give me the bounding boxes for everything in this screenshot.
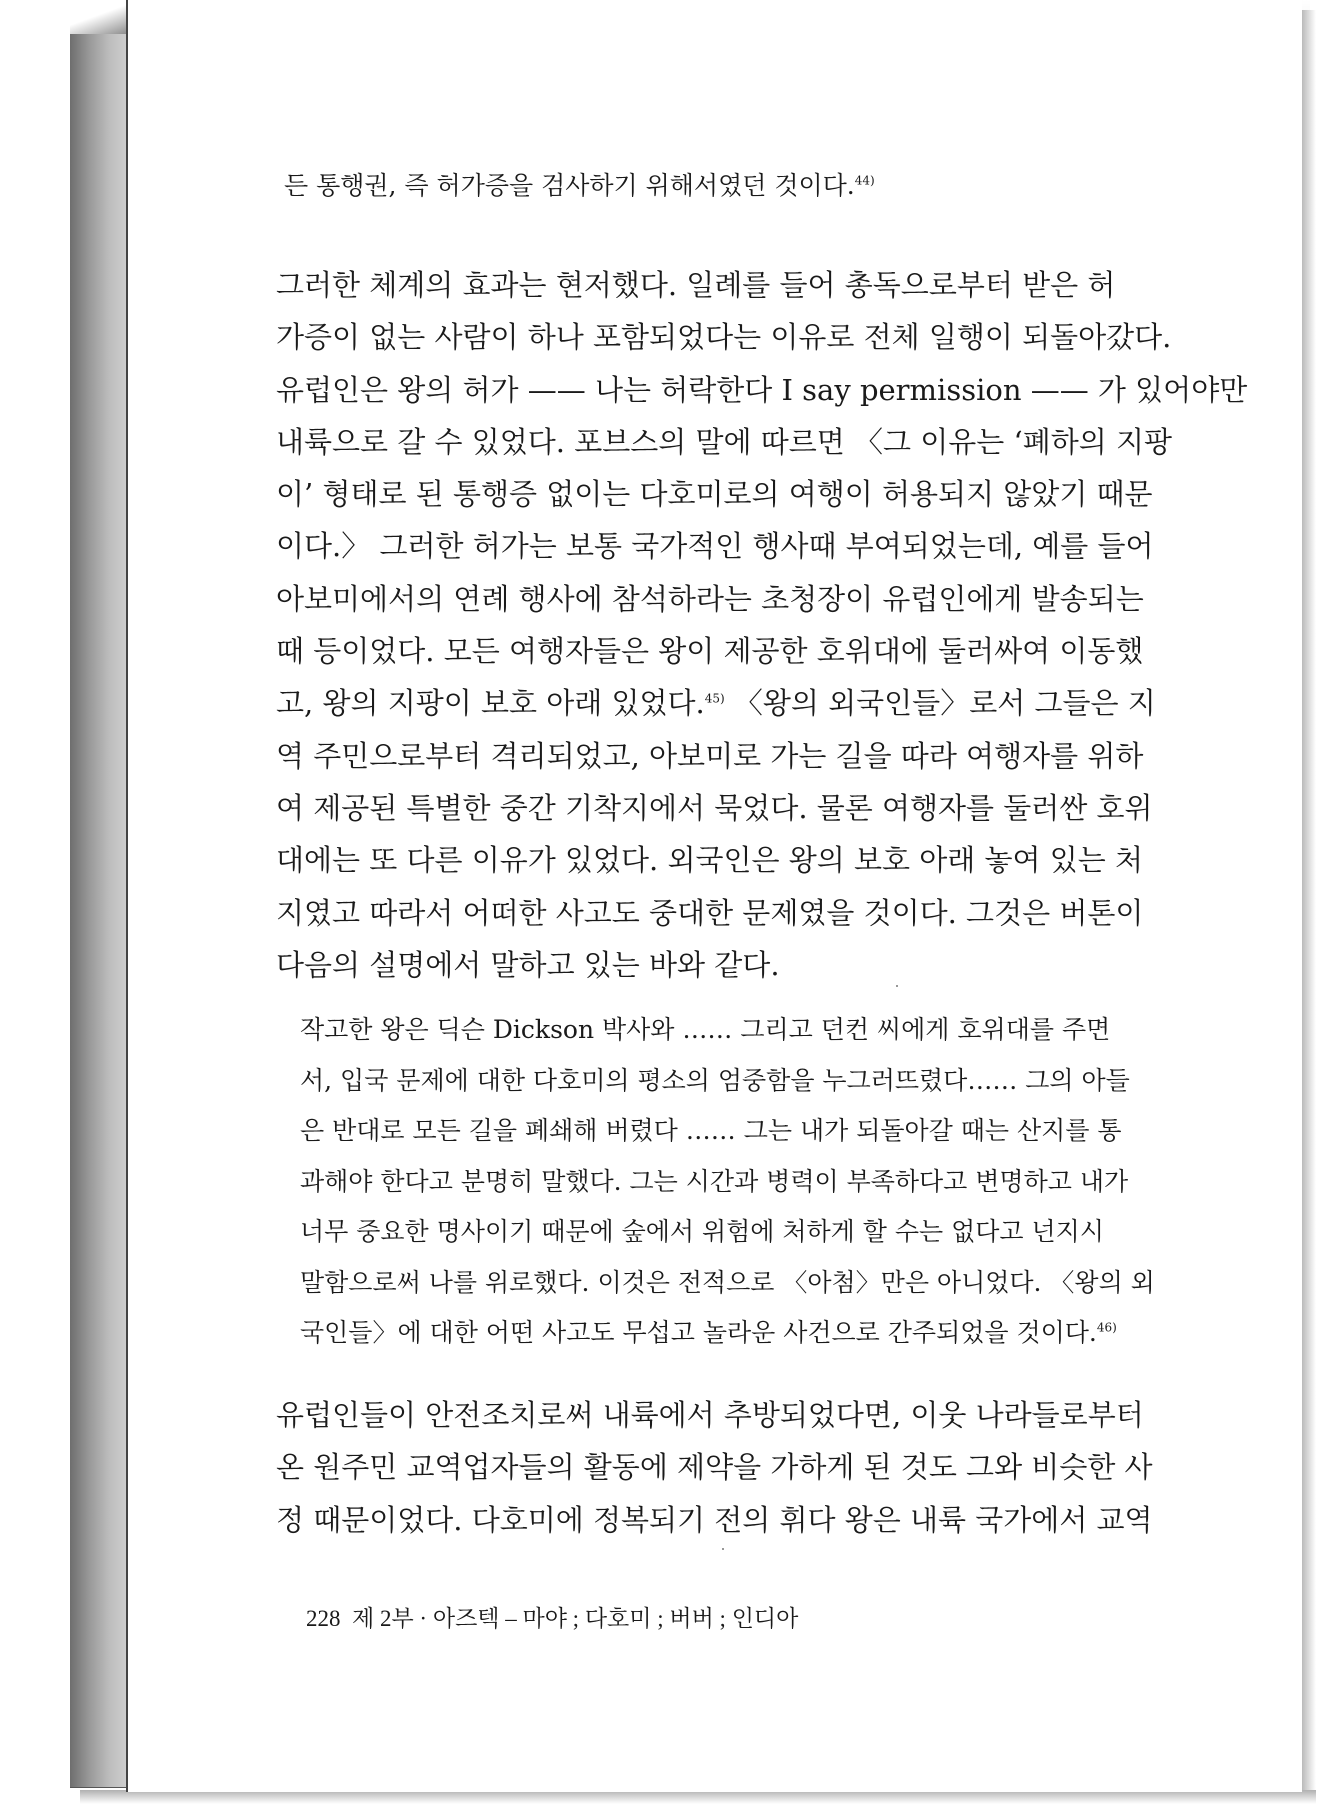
paragraph-line: 이다.〉 그러한 허가는 보통 국가적인 행사때 부여되었는데, 예를 들어 — [276, 529, 1154, 564]
quote-line: 말함으로써 나를 위로했다. 이것은 전적으로 〈아첨〉만은 아니었다. 〈왕의 외 — [300, 1267, 1155, 1297]
paragraph-1 — [276, 259, 1248, 991]
paragraph-line: 내륙으로 갈 수 있었다. 포브스의 말에 따르면 〈그 이유는 ‘폐하의 지팡 — [276, 424, 1172, 459]
block-quote — [300, 1005, 1190, 1359]
paragraph-line-tail: 〈왕의 외국인들〉로서 그들은 지 — [733, 686, 1156, 721]
paragraph-3 — [276, 1389, 1186, 1546]
paragraph-line: 그러한 체계의 효과는 현저했다. 일례를 들어 총독으로부터 받은 허 — [276, 268, 1116, 302]
quote-line: 너무 중요한 명사이기 때문에 숲에서 위험에 처하게 할 수는 없다고 넌지시 — [300, 1217, 1104, 1246]
quote-line: 서, 입국 문제에 대한 다호미의 평소의 엄중함을 누그러뜨렸다…… 그의 아들 — [300, 1065, 1130, 1095]
scan-speck — [722, 1548, 724, 1550]
continued-line-text: 든 통행권, 즉 허가증을 검사하기 위해서였던 것이다. — [284, 171, 855, 200]
footnote-ref-45: 45) — [704, 691, 725, 706]
spine-corner-shade — [70, 0, 130, 34]
paragraph-line-head: 고, 왕의 지팡이 보호 아래 있었다. — [276, 686, 705, 721]
quote-line — [300, 1308, 1190, 1359]
quote-line-text: 국인들〉에 대한 어떤 사고도 무섭고 놀라운 사건으로 간주되었을 것이다. — [300, 1318, 1097, 1347]
running-head: 제 2부 · 아즈텍 – 마야 ; 다호미 ; 버버 ; 인디아 — [352, 1606, 799, 1631]
paragraph-line — [276, 677, 1186, 729]
page-footer — [306, 1604, 798, 1634]
scan-speck — [896, 985, 898, 987]
paragraph-line: 온 원주민 교역업자들의 활동에 제약을 가하게 된 것도 그와 비슷한 사 — [276, 1450, 1153, 1485]
page-shadow-right — [1300, 10, 1316, 1796]
paragraph-line: 아보미에서의 연례 행사에 참석하라는 초청장이 유럽인에게 발송되는 — [276, 581, 1144, 616]
paragraph-line: 대에는 또 다른 이유가 있었다. 외국인은 왕의 보호 아래 놓여 있는 처 — [276, 843, 1143, 878]
quote-line: 은 반대로 모든 길을 폐쇄해 버렸다 …… 그는 내가 되돌아갈 때는 산지를 통 — [300, 1116, 1122, 1145]
paragraph-line: 때 등이었다. 모든 여행자들은 왕이 제공한 호위대에 둘러싸여 이동했 — [276, 634, 1144, 669]
paragraph-line: 가증이 없는 사람이 하나 포함되었다는 이유로 전체 일행이 되돌아갔다. — [276, 320, 1172, 355]
paragraph-line: 여 제공된 특별한 중간 기착지에서 묵었다. 물론 여행자를 둘러싼 호위 — [276, 790, 1153, 825]
paragraph-line: 유럽인은 왕의 허가 —— 나는 허락한다 I say permission —— 가 있어야만 — [276, 372, 1248, 407]
page-shadow-bottom — [80, 1790, 1316, 1804]
quote-line: 과해야 한다고 분명히 말했다. 그는 시간과 병력이 부족하다고 변명하고 내가 — [300, 1166, 1129, 1196]
continued-line — [284, 160, 1214, 212]
footnote-ref-46: 46) — [1096, 1320, 1117, 1335]
paragraph-line: 정 때문이었다. 다호미에 정복되기 전의 휘다 왕은 내륙 국가에서 교역 — [276, 1502, 1153, 1537]
paragraph-line: 유럽인들이 안전조치로써 내륙에서 추방되었다면, 이웃 나라들로부터 — [276, 1398, 1144, 1432]
page-number: 228 — [306, 1606, 341, 1631]
quote-line: 작고한 왕은 딕슨 Dickson 박사와 …… 그리고 던컨 씨에게 호위대를 주면 — [300, 1015, 1111, 1044]
paragraph-line: 이’ 형태로 된 통행증 없이는 다호미로의 여행이 허용되지 않았기 때문 — [276, 477, 1153, 512]
paragraph-line: 지였고 따라서 어떠한 사고도 중대한 문제였을 것이다. 그것은 버톤이 — [276, 895, 1144, 930]
paragraph-line: 다음의 설명에서 말하고 있는 바와 같다. — [276, 947, 780, 982]
footnote-ref-44: 44) — [854, 173, 875, 188]
paragraph-line: 역 주민으로부터 격리되었고, 아보미로 가는 길을 따라 여행자를 위하 — [276, 738, 1144, 773]
